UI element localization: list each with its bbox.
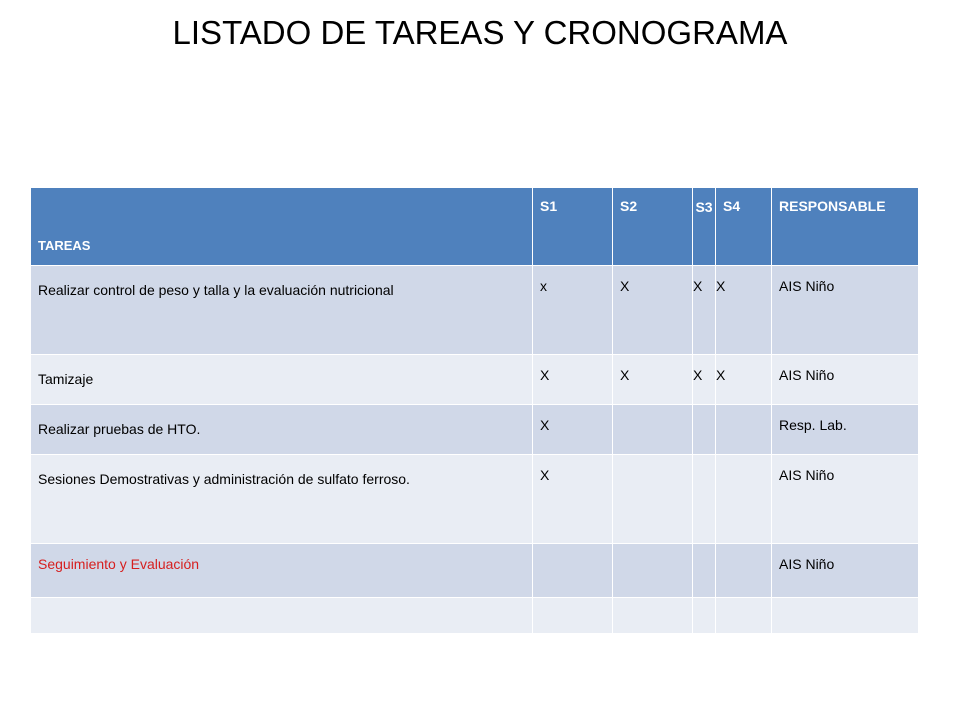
s4-cell (716, 455, 772, 544)
responsable-cell: AIS Niño (772, 266, 919, 355)
task-cell: Realizar pruebas de HTO. (31, 405, 533, 455)
header-tareas: TAREAS (31, 188, 533, 266)
s1-cell: X (533, 455, 613, 544)
s4-cell (716, 598, 772, 634)
table-header-row (31, 188, 919, 266)
s3-cell: X (693, 355, 716, 405)
s2-cell (613, 544, 693, 598)
table-row (31, 455, 919, 544)
s3-cell (693, 405, 716, 455)
responsable-cell (772, 598, 919, 634)
s4-cell (716, 544, 772, 598)
table-row (31, 598, 919, 634)
task-schedule-table (30, 187, 919, 634)
task-cell: Sesiones Demostrativas y administración de sulfato ferroso. (31, 455, 533, 544)
task-cell: Tamizaje (31, 355, 533, 405)
s2-cell: X (613, 266, 693, 355)
page-title: LISTADO DE TAREAS Y CRONOGRAMA (172, 14, 788, 51)
s4-cell (716, 405, 772, 455)
s2-cell: X (613, 355, 693, 405)
s3-cell (693, 544, 716, 598)
s1-cell (533, 544, 613, 598)
s1-cell: X (533, 355, 613, 405)
s3-cell: X (693, 266, 716, 355)
table-row (31, 266, 919, 355)
s3-cell (693, 455, 716, 544)
responsable-cell: Resp. Lab. (772, 405, 919, 455)
s2-cell (613, 405, 693, 455)
header-s3: S3 (693, 188, 716, 266)
s3-cell (693, 598, 716, 634)
task-cell: Realizar control de peso y talla y la evaluación nutricional (31, 266, 533, 355)
task-cell: Seguimiento y Evaluación (31, 544, 533, 598)
s4-cell: X (716, 266, 772, 355)
table-row (31, 405, 919, 455)
header-responsable: RESPONSABLE (772, 188, 919, 266)
table-row (31, 544, 919, 598)
s1-cell (533, 598, 613, 634)
s1-cell: X (533, 405, 613, 455)
responsable-cell: AIS Niño (772, 544, 919, 598)
task-cell (31, 598, 533, 634)
header-s2: S2 (613, 188, 693, 266)
s2-cell (613, 598, 693, 634)
responsable-cell: AIS Niño (772, 455, 919, 544)
s1-cell: x (533, 266, 613, 355)
header-s1: S1 (533, 188, 613, 266)
table-row (31, 355, 919, 405)
header-s4: S4 (716, 188, 772, 266)
responsable-cell: AIS Niño (772, 355, 919, 405)
s4-cell: X (716, 355, 772, 405)
s2-cell (613, 455, 693, 544)
